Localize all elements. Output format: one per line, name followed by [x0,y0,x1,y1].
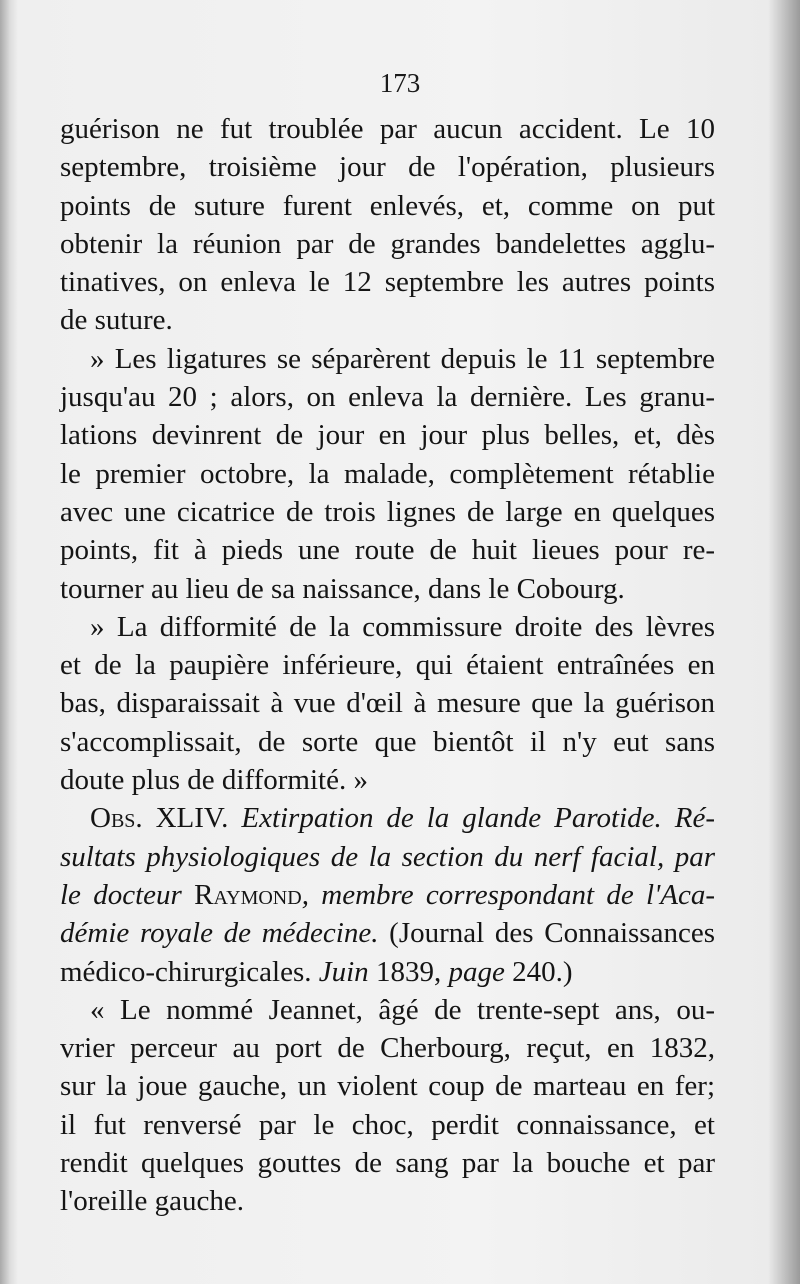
obs-page-word: page [448,955,505,988]
obs-source-line [60,914,715,952]
text-line: « Le nommé Jeannet, âgé de trente-sept ans, ou- [90,993,715,1026]
obs-author-line [60,876,715,914]
text-line: » Les ligatures se séparèrent depuis le 11 septembre [90,342,715,375]
obs-heading-line [60,799,715,837]
text-line: doute plus de difformité. » [60,764,368,797]
text-line: de suture. [60,304,173,337]
obs-author-prefix: le docteur [60,878,182,911]
obs-title-line: sultats physiologiques de la section du nerf facial, par [60,840,715,873]
text-line: bas, disparaissait à vue d'œil à mesure que la guérison [60,687,715,720]
text-line: septembre, troisième jour de l'opération, plusieurs [60,151,715,184]
text-line: et de la paupière inférieure, qui étaient entraînées en [60,649,715,682]
text-line: obtenir la réunion par de grandes bandelettes agglu- [60,227,715,260]
obs-label: Obs. XLIV. [90,802,229,835]
text-line: » La difformité de la commissure droite des lèvres [90,610,715,643]
body-text [60,110,715,1221]
obs-journal: (Journal des Connaissances [389,917,715,950]
text-line: points, fit à pieds une route de huit lieues pour re- [60,534,715,567]
text-line: vrier perceur au port de Cherbourg, reçut, en 1832, [60,1032,715,1065]
text-line: le premier octobre, la malade, complètement rétablie [60,457,715,490]
text-line: guérison ne fut troublée par aucun accident. Le 10 [60,113,715,145]
text-line: rendit quelques gouttes de sang par la bouche et par [60,1147,715,1180]
obs-academy: démie royale de médecine. [60,917,379,950]
text-line: il fut renversé par le choc, perdit connaissance, et [60,1108,715,1141]
obs-page-number: 240.) [512,955,573,988]
text-line: points de suture furent enlevés, et, comme on put [60,189,715,222]
text-line: l'oreille gauche. [60,1185,244,1218]
author-name: Raymond [194,878,302,911]
text-line: sur la joue gauche, un violent coup de marteau en fer; [60,1070,715,1103]
text-line: tourner au lieu de sa naissance, dans le Cobourg. [60,572,625,605]
obs-title: Extirpation de la glande Parotide. Ré- [241,802,715,835]
text-line: lations devinrent de jour en jour plus belles, et, dès [60,419,715,452]
text-line: s'accomplissait, de sorte que bientôt il n'y eut sans [60,725,715,758]
obs-journal-name: médico-chirurgicales. [60,955,312,988]
obs-author-title: , membre correspondant de l'Aca- [301,878,716,911]
page-number: 173 [379,68,421,98]
text-line: avec une cicatrice de trois lignes de large en quelques [60,495,715,528]
obs-month: Juin [318,955,369,988]
text-line: tinatives, on enleva le 12 septembre les autres points [60,266,715,299]
text-line: jusqu'au 20 ; alors, on enleva la dernière. Les granu- [60,381,715,414]
obs-year: 1839, [375,955,442,988]
obs-citation-line [60,953,715,991]
